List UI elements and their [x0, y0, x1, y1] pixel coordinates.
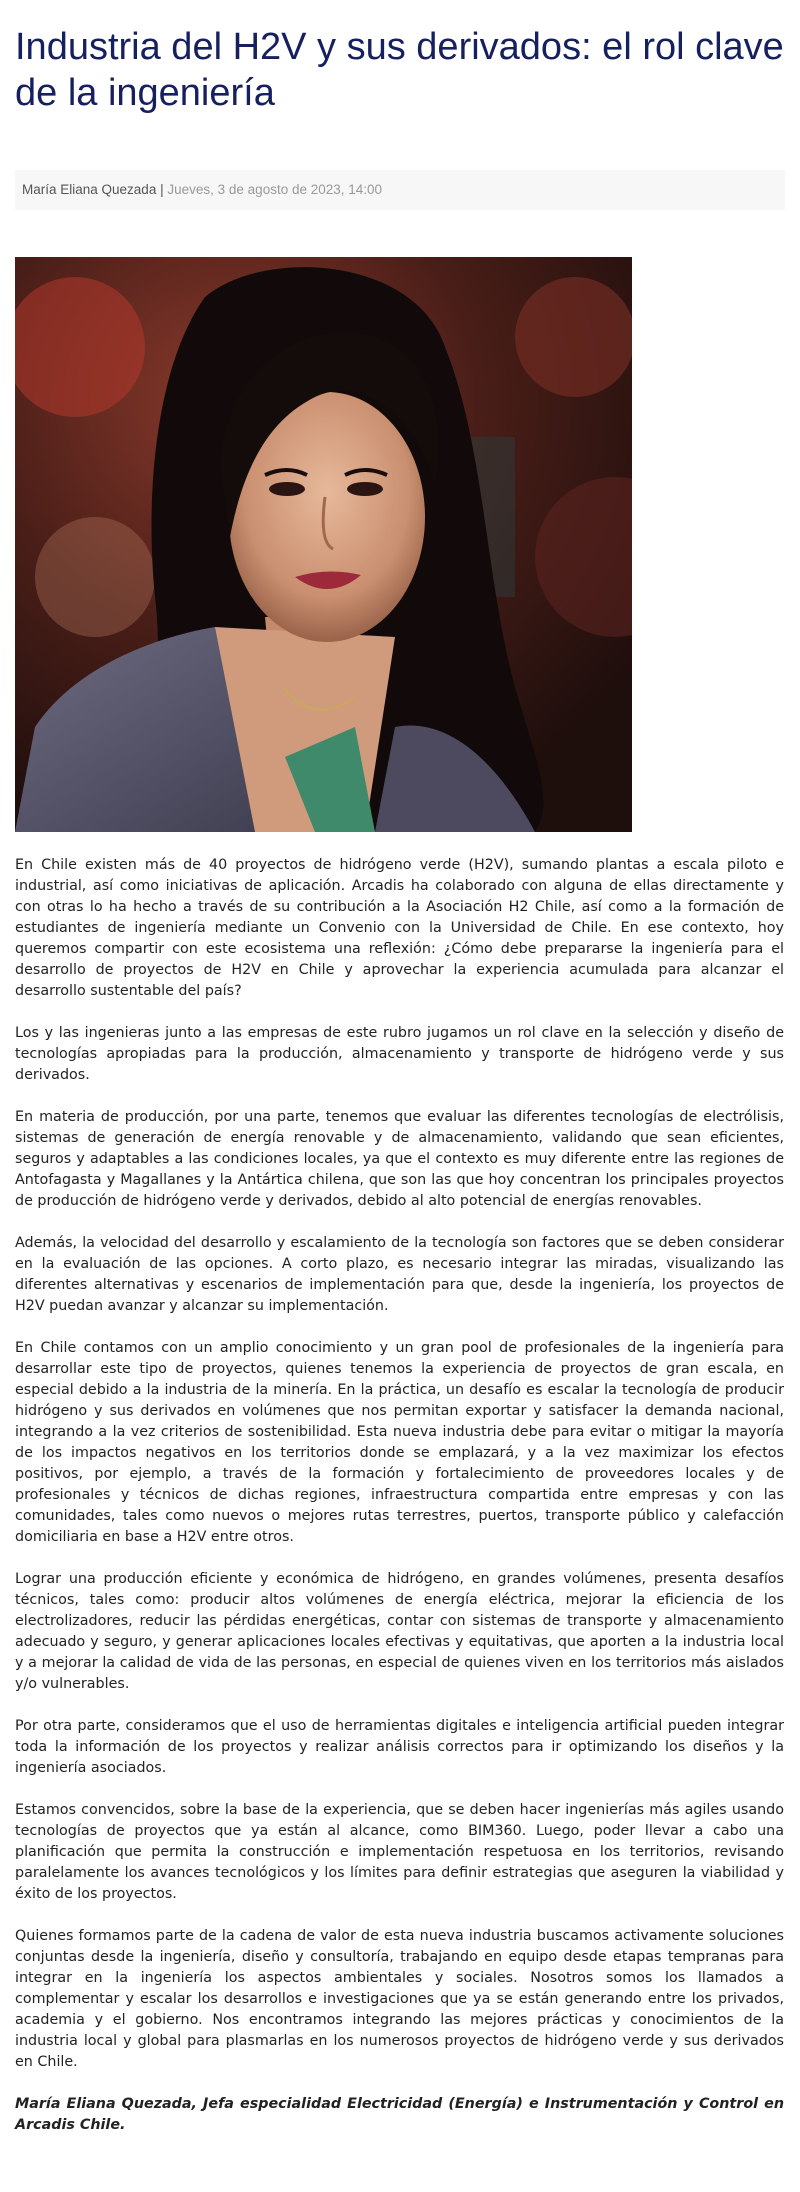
article-paragraph: Lograr una producción eficiente y económica de hidrógeno, en grandes volúmenes, presenta desafíos técnicos, tales como: producir altos volúmenes de energía eléctrica, mejorar la eficiencia de los electrolizadores, reducir las pérdidas energéticas, contar con sistemas de transporte y almacenamiento adecuado y seguro, y generar aplicaciones locales efectivas y equitativas, que aporten a la industria local y a mejorar la calidad de vida de las personas, en especial de quienes viven en los territorios más aislados y/o vulnerables. [15, 1571, 784, 1692]
article-paragraph: Por otra parte, consideramos que el uso de herramientas digitales e inteligencia artificial pueden integrar toda la información de los proyectos y realizar análisis correctos para ir optimizando los diseños y la ingeniería asociados. [15, 1718, 784, 1776]
byline-author[interactable]: María Eliana Quezada [22, 182, 157, 197]
article-body [15, 855, 784, 2136]
article-title: Industria del H2V y sus derivados: el rol clave de la ingeniería [15, 26, 784, 114]
byline-date: Jueves, 3 de agosto de 2023, 14:00 [167, 182, 383, 197]
article-paragraph: Los y las ingenieras junto a las empresas de este rubro jugamos un rol clave en la selección y diseño de tecnologías apropiadas para la producción, almacenamiento y transporte de hidrógeno verde y sus derivados. [15, 1025, 784, 1083]
article-paragraph: En materia de producción, por una parte, tenemos que evaluar las diferentes tecnologías de electrólisis, sistemas de generación de energía renovable y de almacenamiento, validando que sean eficientes, seguros y adaptables a las condiciones locales, ya que el contexto es muy diferente entre las regiones de Antofagasta y Magallanes y la Antártica chilena, que son las que hoy concentran los principales proyectos de producción de hidrógeno verde y derivados, debido al alto potencial de energías renovables. [15, 1109, 784, 1209]
article-paragraph: Estamos convencidos, sobre la base de la experiencia, que se deben hacer ingenierías más agiles usando tecnologías de proyectos que ya están al alcance, como BIM360. Luego, poder llevar a cabo una planificación que permita la construcción e implementación respetuosa en los territorios, revisando paralelamente los avances tecnológicos y los límites para definir estrategias que aseguren la viabilidad y éxito de los proyectos. [15, 1802, 784, 1902]
byline [15, 170, 785, 210]
author-photo [15, 257, 632, 832]
article-paragraph: En Chile existen más de 40 proyectos de hidrógeno verde (H2V), sumando plantas a escala piloto e industrial, así como iniciativas de aplicación. Arcadis ha colaborado con alguna de ellas directamente y con otras lo ha hecho a través de su contribución a la Asociación H2 Chile, así como a la formación de estudiantes de ingeniería mediante un Convenio con la Universidad de Chile. En ese contexto, hoy queremos compartir con este ecosistema una reflexión: ¿Cómo debe prepararse la ingeniería para el desarrollo de proyectos de H2V en Chile y aprovechar la experiencia acumulada para alcanzar el desarrollo sustentable del país? [15, 857, 784, 999]
article-paragraph: En Chile contamos con un amplio conocimiento y un gran pool de profesionales de la ingeniería para desarrollar este tipo de proyectos, quienes tenemos la experiencia de proyectos de gran escala, en especial debido a la industria de la minería. En la práctica, un desafío es escalar la tecnología de producir hidrógeno y sus derivados en volúmenes que nos permitan exportar y satisfacer la demanda nacional, integrando a la vez criterios de sostenibilidad. Esta nueva industria debe para evitar o mitigar la mayoría de los impactos negativos en los territorios donde se emplazará, y a la vez maximizar los efectos positivos, por ejemplo, a través de la formación y fortalecimiento de proveedores locales y de profesionales y técnicos de dichas regiones, infraestructura compartida entre empresas y con las comunidades, tales como nuevos o mejores rutas terrestres, puertos, transporte público y calefacción domiciliaria en base a H2V entre otros. [15, 1340, 784, 1545]
article-paragraph: Además, la velocidad del desarrollo y escalamiento de la tecnología son factores que se deben considerar en la evaluación de las opciones. A corto plazo, es necesario integrar las miradas, visualizando las diferentes alternativas y escenarios de implementación para que, desde la ingeniería, los proyectos de H2V puedan avanzar y alcanzar su implementación. [15, 1235, 784, 1314]
byline-separator: | [160, 182, 164, 197]
author-signature: María Eliana Quezada, Jefa especialidad Electricidad (Energía) e Instrumentación y Control en Arcadis Chile. [15, 2096, 784, 2133]
article-paragraph: Quienes formamos parte de la cadena de valor de esta nueva industria buscamos activamente soluciones conjuntas desde la ingeniería, diseño y consultoría, trabajando en equipo desde etapas tempranas para integrar en la ingeniería los aspectos ambientales y sociales. Nosotros somos los llamados a complementar y escalar los desarrollos e investigaciones que ya se están generando entre los privados, academia y el gobierno. Nos encontramos integrando las mejores prácticas y conocimientos de la industria local y global para plasmarlas en los numerosos proyectos de hidrógeno verde y sus derivados en Chile. [15, 1928, 784, 2070]
